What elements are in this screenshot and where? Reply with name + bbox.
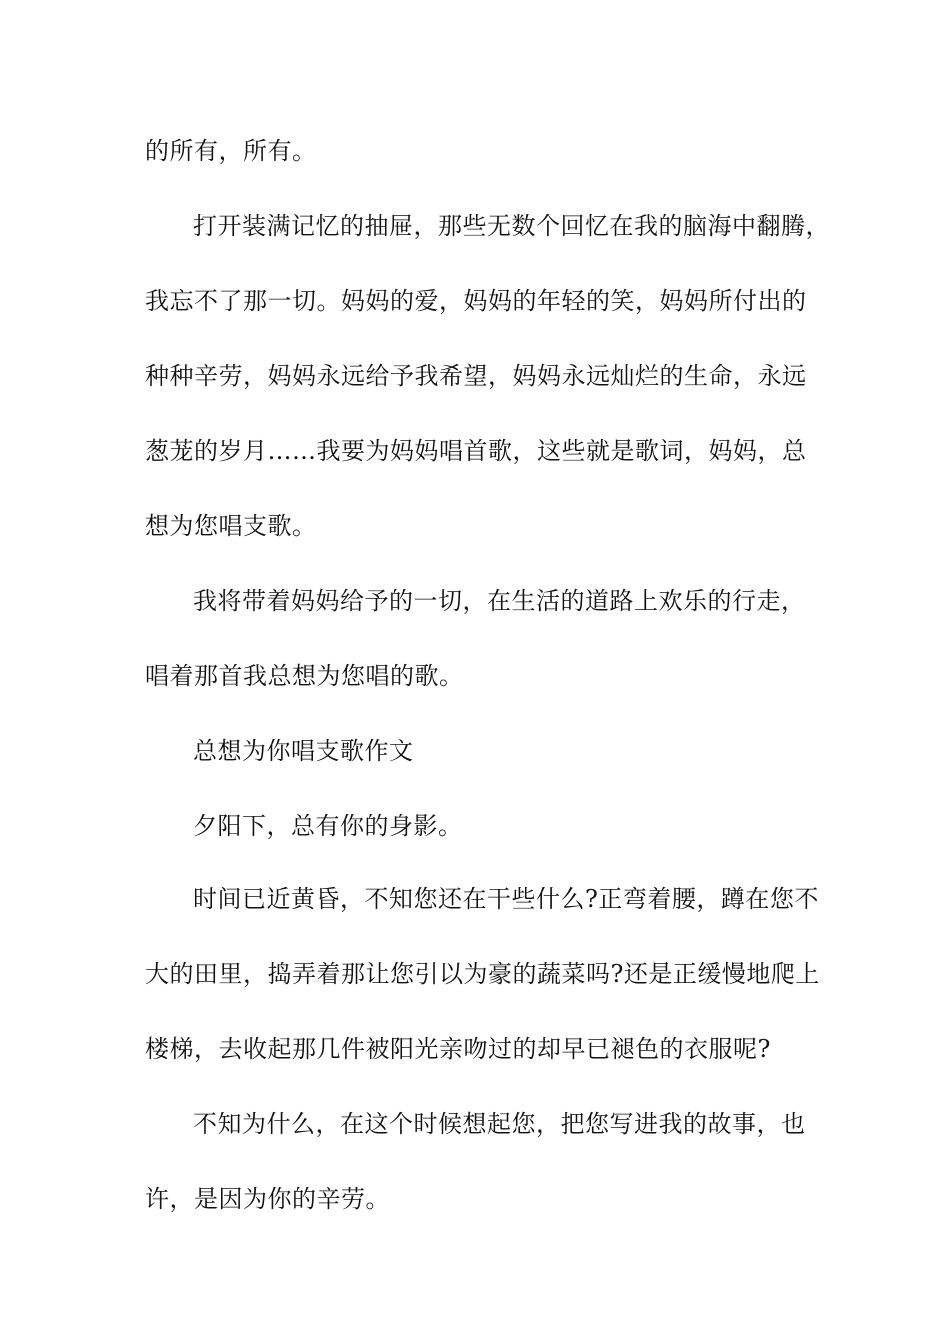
paragraph-start-line: 打开装满记忆的抽屉，那些无数个回忆在我的脑海中翻腾， [193,212,830,240]
paragraph-start-line: 不知为什么，在这个时候想起您，把您写进我的故事，也 [193,1110,806,1138]
paragraph-start-line: 我将带着妈妈给予的一切，在生活的道路上欢乐的行走， [193,587,806,615]
text-line: 许，是因为你的辛劳。 [145,1185,390,1213]
text-line: 种种辛劳，妈妈永远给予我希望，妈妈永远灿烂的生命，永远 [145,362,807,390]
text-line: 大的田里，捣弄着那让您引以为豪的蔬菜吗?还是正缓慢地爬上 [145,960,820,988]
section-title: 总想为你唱支歌作文 [193,737,414,765]
text-line: 葱茏的岁月……我要为妈妈唱首歌，这些就是歌词，妈妈，总 [145,437,807,465]
text-line: 唱着那首我总想为您唱的歌。 [145,662,464,690]
text-line: 我忘不了那一切。妈妈的爱，妈妈的年轻的笑，妈妈所付出的 [145,287,807,315]
text-line: 想为您唱支歌。 [145,512,317,540]
paragraph-start-line: 夕阳下，总有你的身影。 [193,812,463,840]
paragraph-start-line: 时间已近黄昏，不知您还在干些什么?正弯着腰，蹲在您不 [193,885,819,913]
text-line: 楼梯，去收起那几件被阳光亲吻过的却早已褪色的衣服呢? [145,1035,771,1063]
text-line: 的所有，所有。 [145,137,317,165]
